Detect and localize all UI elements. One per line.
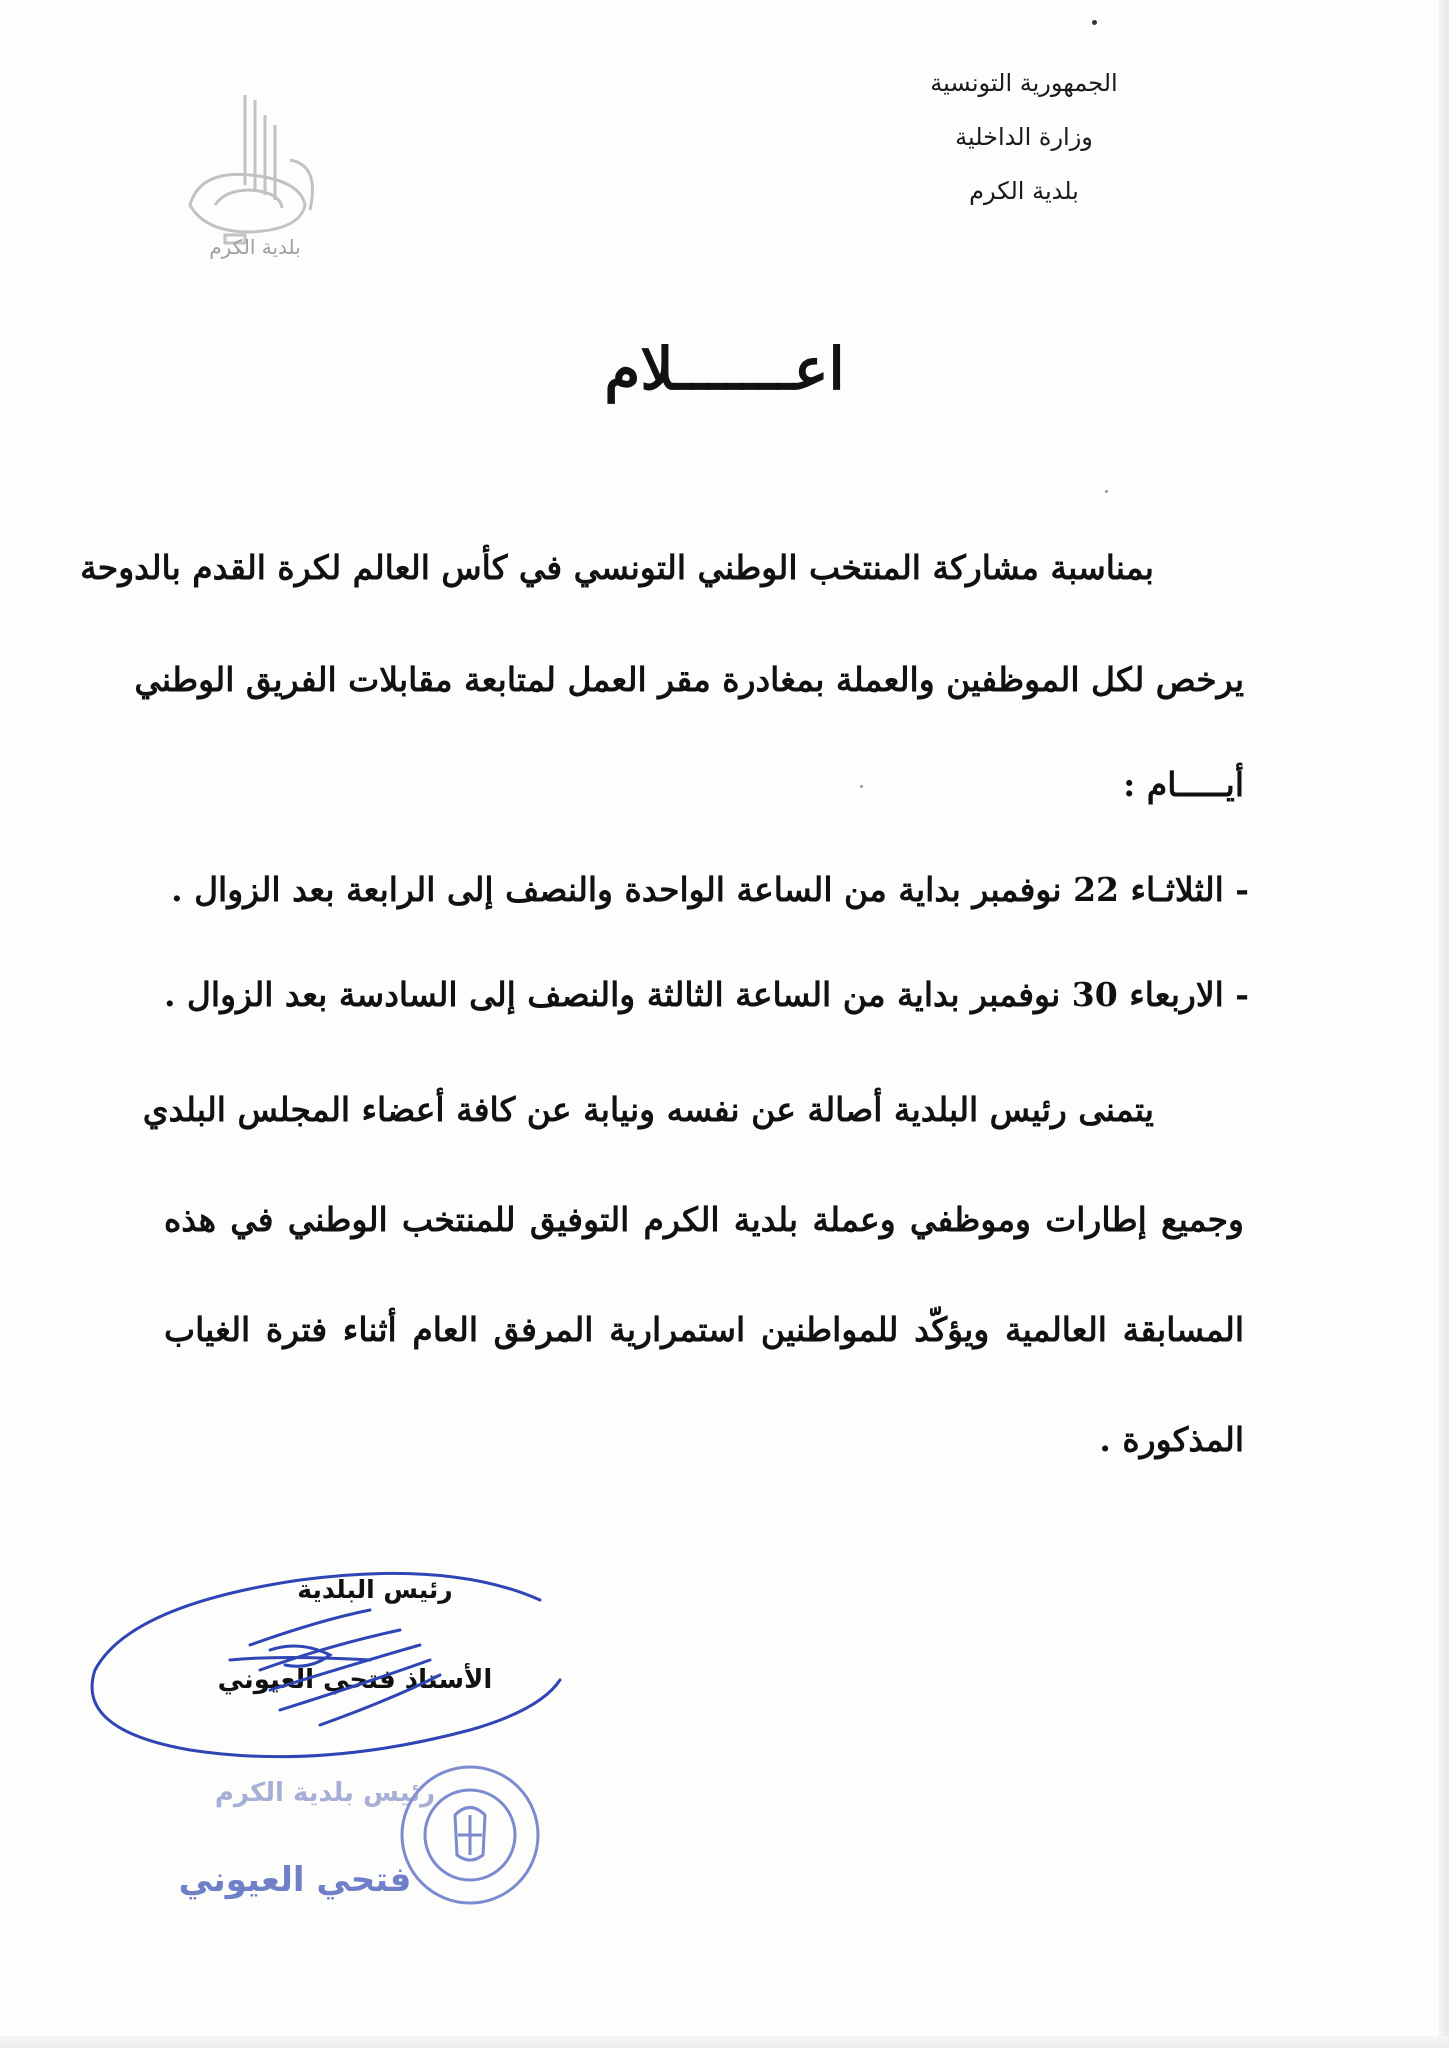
days-label: أيـــــام : (1123, 765, 1244, 804)
schedule-item-2: - الاربعاء 30 نوفمبر بداية من الساعة الثالثة والنصف إلى السادسة بعد الزوال . (163, 975, 1249, 1014)
paragraph-line-1: يتمنى رئيس البلدية أصالة عن نفسه ونيابة عن كافة أعضاء المجلس البلدي (142, 1090, 1154, 1129)
page-title: اعـــــــلام (604, 335, 845, 403)
paragraph-line-4: المذكورة . (1099, 1420, 1244, 1459)
logo-caption: بلدية الكرم (209, 235, 301, 259)
letterhead-country: الجمهورية التونسية (930, 69, 1118, 97)
paragraph-line-3: المسابقة العالمية ويؤكّد للمواطنين استمرارية المرفق العام أثناء فترة الغياب (164, 1310, 1244, 1349)
paragraph-line-2: وجميع إطارات وموظفي وعملة بلدية الكرم التوفيق للمنتخب الوطني في هذه (164, 1200, 1244, 1239)
page-edge (1439, 0, 1449, 2048)
letterhead (874, 68, 1174, 231)
signer-name: الأستاذ فتحي العيوني (217, 1665, 493, 1695)
body-line-2: يرخص لكل الموظفين والعملة بمغادرة مقر العمل لمتابعة مقابلات الفريق الوطني (134, 660, 1244, 699)
scan-speck (1092, 20, 1097, 25)
stamp-name: فتحي العيوني (178, 1860, 412, 1900)
signer-title: رئيس البلدية (297, 1575, 453, 1604)
scan-speck (1105, 490, 1108, 493)
letterhead-ministry: وزارة الداخلية (955, 123, 1093, 152)
schedule-item-1: - الثلاثـاء 22 نوفمبر بداية من الساعة الواحدة والنصف إلى الرابعة بعد الزوال . (171, 870, 1249, 909)
page-bottom-edge (0, 2036, 1449, 2048)
signature-scribble-icon (70, 1560, 570, 1770)
body-line-1: بمناسبة مشاركة المنتخب الوطني التونسي في كأس العالم لكرة القدم بالدوحة (80, 548, 1154, 587)
letterhead-municipality: بلدية الكرم (969, 177, 1079, 206)
stamp-title: رئيس بلدية الكرم (214, 1778, 436, 1808)
